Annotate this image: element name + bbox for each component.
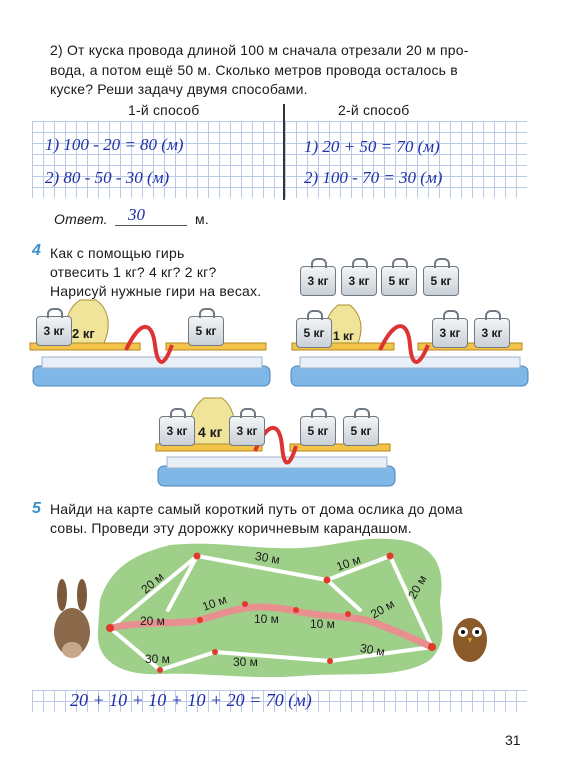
map-label: 30 м — [233, 655, 258, 669]
task4-line3: Нарисуй нужные гири на весах. — [50, 283, 262, 299]
map-label: 20 м — [138, 569, 167, 597]
scale2-bag-label: 1 кг — [333, 329, 355, 343]
route-answer: 20 + 10 + 10 + 10 + 20 = 70 (м) — [70, 690, 312, 710]
scale3-left-weight: 3 кг — [229, 416, 265, 446]
map-label: 30 м — [358, 640, 386, 660]
method2-step1: 1) 20 + 50 = 70 (м) — [304, 137, 440, 156]
task2-line3: куске? Реши задачу двумя способами. — [50, 81, 308, 97]
task5-line1: Найди на карте самый короткий путь от дома ослика до дома — [50, 501, 463, 517]
task4-number: 4 — [32, 242, 41, 259]
answer-unit: м. — [195, 211, 209, 227]
map-label: 20 м — [140, 614, 165, 628]
task5-number: 5 — [32, 500, 41, 517]
scale1-right-weight: 5 кг — [188, 316, 224, 346]
map-label: 20 м — [368, 596, 397, 622]
method1-step1: 1) 100 - 20 = 80 (м) — [45, 135, 184, 154]
scale1-bag-label: 2 кг — [72, 326, 95, 341]
weight-5kg[interactable]: 5 кг — [381, 266, 417, 296]
method2-step2: 2) 100 - 70 = 30 (м) — [304, 168, 443, 187]
task4-line1: Как с помощью гирь — [50, 245, 185, 261]
task4-line2: отвесить 1 кг? 4 кг? 2 кг? — [50, 264, 217, 280]
scale3-bag-label: 4 кг — [198, 424, 223, 440]
task2-line1: 2) От куска провода длиной 100 м сначала отрезали 20 м про- — [50, 42, 469, 58]
map-label: 10 м — [310, 617, 335, 631]
weight-3kg[interactable]: 3 кг — [300, 266, 336, 296]
map-label: 30 м — [145, 652, 170, 666]
task2-line2: вода, а потом ещё 50 м. Сколько метров провода осталось в — [50, 62, 458, 78]
scale2-right-weight: 3 кг — [474, 318, 510, 348]
map-label: 10 м — [254, 612, 279, 626]
method2-title: 2-й способ — [338, 102, 410, 118]
answer-label: Ответ. — [54, 211, 108, 227]
task5-line2: совы. Проведи эту дорожку коричневым карандашом. — [50, 520, 412, 536]
method1-step2: 2) 80 - 50 - 30 (м) — [45, 168, 170, 187]
scale3-right-weight: 5 кг — [300, 416, 336, 446]
weight-3kg[interactable]: 3 кг — [341, 266, 377, 296]
scale1-left-weight: 3 кг — [36, 316, 72, 346]
scale3-right-weight: 5 кг — [343, 416, 379, 446]
scale3-left-weight: 3 кг — [159, 416, 195, 446]
weight-5kg[interactable]: 5 кг — [423, 266, 459, 296]
map-label: 10 м — [200, 592, 229, 614]
scale2-right-weight: 3 кг — [432, 318, 468, 348]
map-label: 10 м — [334, 552, 363, 574]
page-number: 31 — [505, 732, 521, 748]
method1-title: 1-й способ — [128, 102, 200, 118]
answer-value: 30 — [128, 205, 145, 224]
map-label: 20 м — [405, 572, 430, 602]
scale2-left-weight: 5 кг — [296, 318, 332, 348]
map-label: 30 м — [253, 548, 281, 568]
